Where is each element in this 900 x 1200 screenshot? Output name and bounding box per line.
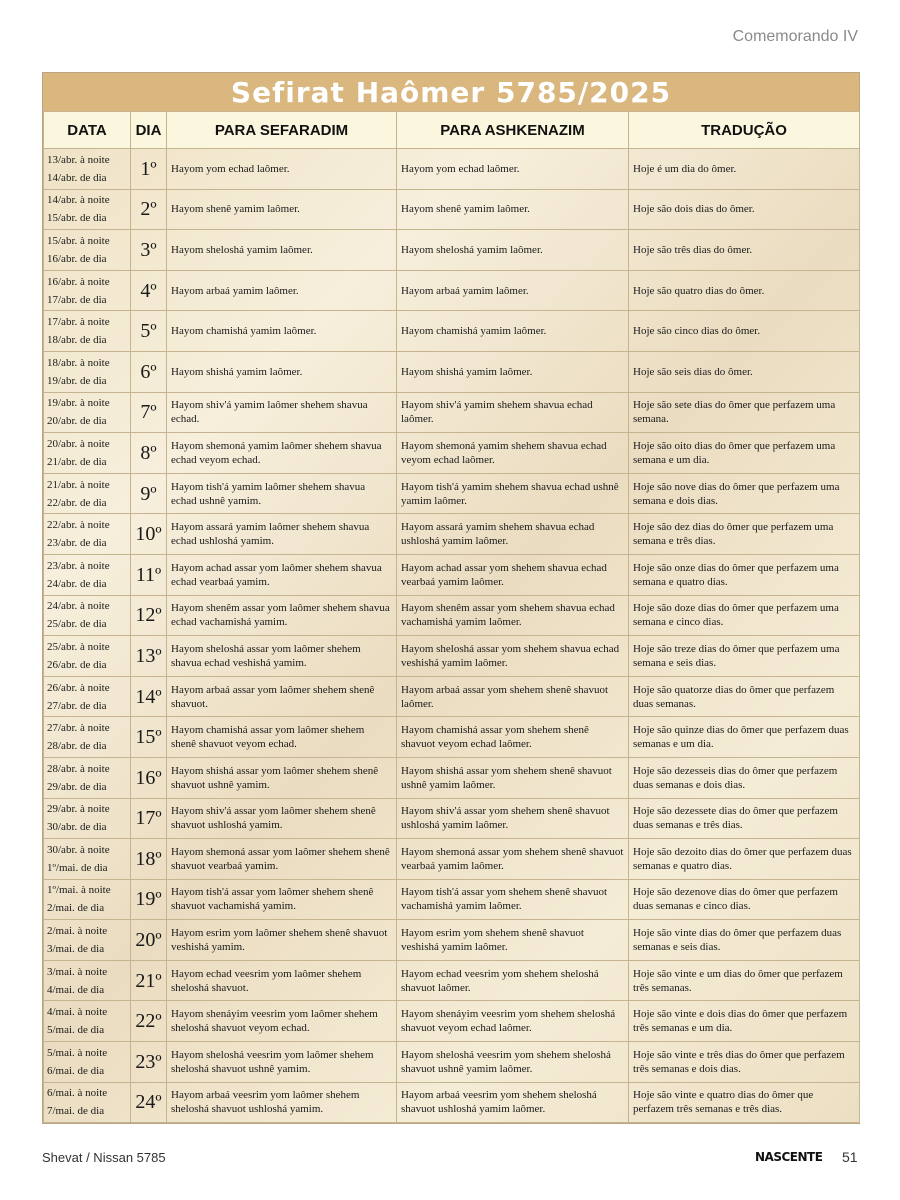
table-row — [44, 757, 860, 798]
sefaradim-text: Hayom yom echad laômer. — [167, 149, 397, 190]
sefaradim-text: Hayom tish'á yamim laômer shehem shavua echad ushnê yamim. — [167, 473, 397, 514]
table-row — [44, 392, 860, 433]
date-cell — [44, 1082, 131, 1123]
ashkenazim-text: Hayom shenáyim veesrim yom shehem sheloshá shavuot veyom echad laômer. — [397, 1001, 629, 1042]
date-evening: 15/abr. à noite — [47, 234, 110, 247]
ashkenazim-text: Hayom arbaá assar yom shehem shenê shavuot laômer. — [397, 676, 629, 717]
sefaradim-text: Hayom esrim yom laômer shehem shenê shavuot veshishá yamim. — [167, 920, 397, 961]
date-cell — [44, 230, 131, 271]
date-cell — [44, 636, 131, 677]
sefaradim-text: Hayom echad veesrim yom laômer shehem sheloshá shavuot. — [167, 960, 397, 1001]
sefaradim-text: Hayom arbaá assar yom laômer shehem shenê shavuot. — [167, 676, 397, 717]
date-day: 4/mai. de dia — [47, 983, 105, 996]
date-evening: 26/abr. à noite — [47, 681, 110, 694]
translation-text: Hoje são dezessete dias do ômer que perfazem duas semanas e três dias. — [629, 798, 860, 839]
table-row — [44, 351, 860, 392]
table-row — [44, 473, 860, 514]
date-cell — [44, 920, 131, 961]
date-day: 28/abr. de dia — [47, 740, 107, 753]
table-row — [44, 149, 860, 190]
date-evening: 29/abr. à noite — [47, 803, 110, 816]
ashkenazim-text: Hayom yom echad laômer. — [397, 149, 629, 190]
translation-text: Hoje são nove dias do ômer que perfazem uma semana e dois dias. — [629, 473, 860, 514]
date-cell — [44, 189, 131, 230]
date-day: 17/abr. de dia — [47, 293, 107, 306]
omer-count-table — [43, 111, 860, 1123]
column-header-day: DIA — [131, 112, 167, 149]
ashkenazim-text: Hayom chamishá assar yom shehem shenê shavuot veyom echad laômer. — [397, 717, 629, 758]
date-day: 18/abr. de dia — [47, 334, 107, 347]
table-title: Sefirat Haômer 5785/2025 — [43, 73, 859, 111]
day-number: 12º — [131, 595, 167, 636]
date-cell — [44, 270, 131, 311]
date-day: 7/mai. de dia — [47, 1105, 105, 1118]
day-number: 3º — [131, 230, 167, 271]
table-row — [44, 1001, 860, 1042]
sefaradim-text: Hayom arbaá veesrim yom laômer shehem sheloshá shavuot ushloshá yamim. — [167, 1082, 397, 1123]
sefaradim-text: Hayom shishá yamim laômer. — [167, 351, 397, 392]
table-row — [44, 189, 860, 230]
date-day: 21/abr. de dia — [47, 455, 107, 468]
sefaradim-text: Hayom shemoná assar yom laômer shehem shenê shavuot vearbaá yamim. — [167, 839, 397, 880]
ashkenazim-text: Hayom chamishá yamim laômer. — [397, 311, 629, 352]
sefaradim-text: Hayom achad assar yom laômer shehem shavua echad vearbaá yamim. — [167, 554, 397, 595]
sefaradim-text: Hayom shemoná yamim laômer shehem shavua echad veyom echad. — [167, 433, 397, 474]
table-row — [44, 230, 860, 271]
date-day: 1º/mai. de dia — [47, 861, 108, 874]
date-cell — [44, 473, 131, 514]
day-number: 1º — [131, 149, 167, 190]
ashkenazim-text: Hayom sheloshá assar yom shehem shavua echad veshishá yamim laômer. — [397, 636, 629, 677]
date-day: 3/mai. de dia — [47, 943, 105, 956]
date-cell — [44, 1001, 131, 1042]
translation-text: Hoje são treze dias do ômer que perfazem uma semana e seis dias. — [629, 636, 860, 677]
table-body — [44, 149, 860, 1123]
translation-text: Hoje são dezoito dias do ômer que perfazem duas semanas e quatro dias. — [629, 839, 860, 880]
date-evening: 28/abr. à noite — [47, 762, 110, 775]
date-day: 2/mai. de dia — [47, 902, 105, 915]
column-header-date: DATA — [44, 112, 131, 149]
ashkenazim-text: Hayom shemoná assar yom shehem shenê shavuot vearbaá yamim laômer. — [397, 839, 629, 880]
sefaradim-text: Hayom sheloshá assar yom laômer shehem shavua echad veshishá yamim. — [167, 636, 397, 677]
date-cell — [44, 717, 131, 758]
date-day: 27/abr. de dia — [47, 699, 107, 712]
translation-text: Hoje são quatro dias do ômer. — [629, 270, 860, 311]
date-day: 15/abr. de dia — [47, 212, 107, 225]
ashkenazim-text: Hayom achad assar yom shehem shavua echad vearbaá yamim laômer. — [397, 554, 629, 595]
ashkenazim-text: Hayom shenê yamim laômer. — [397, 189, 629, 230]
translation-text: Hoje são vinte dias do ômer que perfazem duas semanas e seis dias. — [629, 920, 860, 961]
ashkenazim-text: Hayom tish'á yamim shehem shavua echad ushnê yamim laômer. — [397, 473, 629, 514]
table-row — [44, 839, 860, 880]
date-evening: 2/mai. à noite — [47, 925, 108, 938]
translation-text: Hoje são dois dias do ômer. — [629, 189, 860, 230]
date-cell — [44, 1042, 131, 1083]
date-evening: 24/abr. à noite — [47, 600, 110, 613]
ashkenazim-text: Hayom sheloshá yamim laômer. — [397, 230, 629, 271]
day-number: 14º — [131, 676, 167, 717]
date-day: 16/abr. de dia — [47, 252, 107, 265]
ashkenazim-text: Hayom arbaá yamim laômer. — [397, 270, 629, 311]
column-header-ashkenazim: PARA ASHKENAZIM — [397, 112, 629, 149]
translation-text: Hoje são três dias do ômer. — [629, 230, 860, 271]
day-number: 22º — [131, 1001, 167, 1042]
date-evening: 4/mai. à noite — [47, 1006, 108, 1019]
date-evening: 25/abr. à noite — [47, 640, 110, 653]
column-header-translation: TRADUÇÃO — [629, 112, 860, 149]
translation-text: Hoje são doze dias do ômer que perfazem uma semana e cinco dias. — [629, 595, 860, 636]
date-cell — [44, 757, 131, 798]
sefaradim-text: Hayom tish'á assar yom laômer shehem shenê shavuot vachamishá yamim. — [167, 879, 397, 920]
translation-text: Hoje são sete dias do ômer que perfazem uma semana. — [629, 392, 860, 433]
day-number: 20º — [131, 920, 167, 961]
sefaradim-text: Hayom chamishá assar yom laômer shehem shenê shavuot veyom echad. — [167, 717, 397, 758]
ashkenazim-text: Hayom esrim yom shehem shenê shavuot veshishá yamim laômer. — [397, 920, 629, 961]
translation-text: Hoje é um dia do ômer. — [629, 149, 860, 190]
date-cell — [44, 392, 131, 433]
sefaradim-text: Hayom assará yamim laômer shehem shavua echad ushloshá yamim. — [167, 514, 397, 555]
day-number: 8º — [131, 433, 167, 474]
date-cell — [44, 433, 131, 474]
table-row — [44, 920, 860, 961]
ashkenazim-text: Hayom tish'á assar yom shehem shenê shavuot vachamishá yamim laômer. — [397, 879, 629, 920]
date-day: 22/abr. de dia — [47, 496, 107, 509]
sefaradim-text: Hayom shenê yamim laômer. — [167, 189, 397, 230]
day-number: 10º — [131, 514, 167, 555]
translation-text: Hoje são oito dias do ômer que perfazem uma semana e um dia. — [629, 433, 860, 474]
date-cell — [44, 351, 131, 392]
date-day: 14/abr. de dia — [47, 171, 107, 184]
sefaradim-text: Hayom chamishá yamim laômer. — [167, 311, 397, 352]
sefaradim-text: Hayom arbaá yamim laômer. — [167, 270, 397, 311]
translation-text: Hoje são vinte e um dias do ômer que perfazem três semanas. — [629, 960, 860, 1001]
table-row — [44, 311, 860, 352]
date-evening: 27/abr. à noite — [47, 722, 110, 735]
date-day: 30/abr. de dia — [47, 821, 107, 834]
day-number: 17º — [131, 798, 167, 839]
date-evening: 21/abr. à noite — [47, 478, 110, 491]
translation-text: Hoje são cinco dias do ômer. — [629, 311, 860, 352]
date-evening: 3/mai. à noite — [47, 965, 108, 978]
date-evening: 17/abr. à noite — [47, 316, 110, 329]
table-row — [44, 1042, 860, 1083]
date-cell — [44, 676, 131, 717]
date-day: 23/abr. de dia — [47, 537, 107, 550]
date-day: 19/abr. de dia — [47, 374, 107, 387]
day-number: 15º — [131, 717, 167, 758]
ashkenazim-text: Hayom shiv'á yamim shehem shavua echad laômer. — [397, 392, 629, 433]
table-row — [44, 270, 860, 311]
ashkenazim-text: Hayom shiv'á assar yom shehem shenê shavuot ushloshá yamim laômer. — [397, 798, 629, 839]
date-cell — [44, 960, 131, 1001]
translation-text: Hoje são vinte e dois dias do ômer que perfazem três semanas e um dia. — [629, 1001, 860, 1042]
translation-text: Hoje são dez dias do ômer que perfazem uma semana e três dias. — [629, 514, 860, 555]
date-day: 26/abr. de dia — [47, 658, 107, 671]
translation-text: Hoje são dezesseis dias do ômer que perfazem duas semanas e dois dias. — [629, 757, 860, 798]
translation-text: Hoje são seis dias do ômer. — [629, 351, 860, 392]
date-evening: 13/abr. à noite — [47, 153, 110, 166]
column-header-row — [44, 112, 860, 149]
sefaradim-text: Hayom shenáyim veesrim yom laômer shehem sheloshá shavuot veyom echad. — [167, 1001, 397, 1042]
issue-label: Shevat / Nissan 5785 — [42, 1150, 166, 1165]
date-evening: 22/abr. à noite — [47, 519, 110, 532]
omer-table — [42, 72, 860, 1124]
translation-text: Hoje são vinte e três dias do ômer que perfazem três semanas e dois dias. — [629, 1042, 860, 1083]
sefaradim-text: Hayom shiv'á assar yom laômer shehem shenê shavuot ushloshá yamim. — [167, 798, 397, 839]
translation-text: Hoje são vinte e quatro dias do ômer que perfazem três semanas e três dias. — [629, 1082, 860, 1123]
translation-text: Hoje são onze dias do ômer que perfazem uma semana e quatro dias. — [629, 554, 860, 595]
table-row — [44, 879, 860, 920]
ashkenazim-text: Hayom echad veesrim yom shehem sheloshá shavuot laômer. — [397, 960, 629, 1001]
date-evening: 23/abr. à noite — [47, 559, 110, 572]
day-number: 24º — [131, 1082, 167, 1123]
day-number: 4º — [131, 270, 167, 311]
ashkenazim-text: Hayom arbaá veesrim yom shehem sheloshá shavuot ushloshá yamim laômer. — [397, 1082, 629, 1123]
ashkenazim-text: Hayom assará yamim shehem shavua echad ushloshá yamim laômer. — [397, 514, 629, 555]
day-number: 11º — [131, 554, 167, 595]
ashkenazim-text: Hayom sheloshá veesrim yom shehem sheloshá shavuot ushnê yamim laômer. — [397, 1042, 629, 1083]
day-number: 2º — [131, 189, 167, 230]
date-evening: 16/abr. à noite — [47, 275, 110, 288]
date-cell — [44, 798, 131, 839]
date-day: 25/abr. de dia — [47, 618, 107, 631]
date-day: 20/abr. de dia — [47, 415, 107, 428]
translation-text: Hoje são dezenove dias do ômer que perfazem duas semanas e cinco dias. — [629, 879, 860, 920]
date-day: 24/abr. de dia — [47, 577, 107, 590]
date-cell — [44, 311, 131, 352]
date-cell — [44, 554, 131, 595]
ashkenazim-text: Hayom shemoná yamim shehem shavua echad veyom echad laômer. — [397, 433, 629, 474]
table-row — [44, 636, 860, 677]
day-number: 23º — [131, 1042, 167, 1083]
sefaradim-text: Hayom sheloshá yamim laômer. — [167, 230, 397, 271]
date-evening: 30/abr. à noite — [47, 843, 110, 856]
column-header-sefaradim: PARA SEFARADIM — [167, 112, 397, 149]
date-evening: 18/abr. à noite — [47, 356, 110, 369]
date-evening: 20/abr. à noite — [47, 437, 110, 450]
table-row — [44, 595, 860, 636]
day-number: 19º — [131, 879, 167, 920]
date-cell — [44, 149, 131, 190]
translation-text: Hoje são quatorze dias do ômer que perfazem duas semanas. — [629, 676, 860, 717]
date-evening: 5/mai. à noite — [47, 1046, 108, 1059]
day-number: 7º — [131, 392, 167, 433]
day-number: 5º — [131, 311, 167, 352]
ashkenazim-text: Hayom shenêm assar yom shehem shavua echad vachamishá yamim laômer. — [397, 595, 629, 636]
date-day: 5/mai. de dia — [47, 1024, 105, 1037]
table-row — [44, 717, 860, 758]
page-number: 51 — [842, 1149, 858, 1165]
table-row — [44, 960, 860, 1001]
date-evening: 1º/mai. à noite — [47, 884, 111, 897]
table-row — [44, 514, 860, 555]
date-evening: 14/abr. à noite — [47, 194, 110, 207]
day-number: 21º — [131, 960, 167, 1001]
ashkenazim-text: Hayom shishá assar yom shehem shenê shavuot ushnê yamim laômer. — [397, 757, 629, 798]
table-row — [44, 433, 860, 474]
table-row — [44, 676, 860, 717]
table-row — [44, 798, 860, 839]
sefaradim-text: Hayom sheloshá veesrim yom laômer shehem sheloshá shavuot ushnê yamim. — [167, 1042, 397, 1083]
sefaradim-text: Hayom shishá assar yom laômer shehem shenê shavuot ushnê yamim. — [167, 757, 397, 798]
table-row — [44, 554, 860, 595]
date-cell — [44, 879, 131, 920]
sefaradim-text: Hayom shenêm assar yom laômer shehem shavua echad vachamishá yamim. — [167, 595, 397, 636]
section-header: Comemorando IV — [732, 28, 858, 45]
day-number: 9º — [131, 473, 167, 514]
date-evening: 19/abr. à noite — [47, 397, 110, 410]
date-cell — [44, 839, 131, 880]
sefaradim-text: Hayom shiv'á yamim laômer shehem shavua echad. — [167, 392, 397, 433]
day-number: 13º — [131, 636, 167, 677]
date-day: 29/abr. de dia — [47, 780, 107, 793]
date-cell — [44, 514, 131, 555]
translation-text: Hoje são quinze dias do ômer que perfazem duas semanas e um dia. — [629, 717, 860, 758]
day-number: 6º — [131, 351, 167, 392]
date-evening: 6/mai. à noite — [47, 1087, 108, 1100]
day-number: 16º — [131, 757, 167, 798]
table-row — [44, 1082, 860, 1123]
date-day: 6/mai. de dia — [47, 1064, 105, 1077]
day-number: 18º — [131, 839, 167, 880]
date-cell — [44, 595, 131, 636]
ashkenazim-text: Hayom shishá yamim laômer. — [397, 351, 629, 392]
publication-logo: NASCENTE — [755, 1150, 823, 1164]
